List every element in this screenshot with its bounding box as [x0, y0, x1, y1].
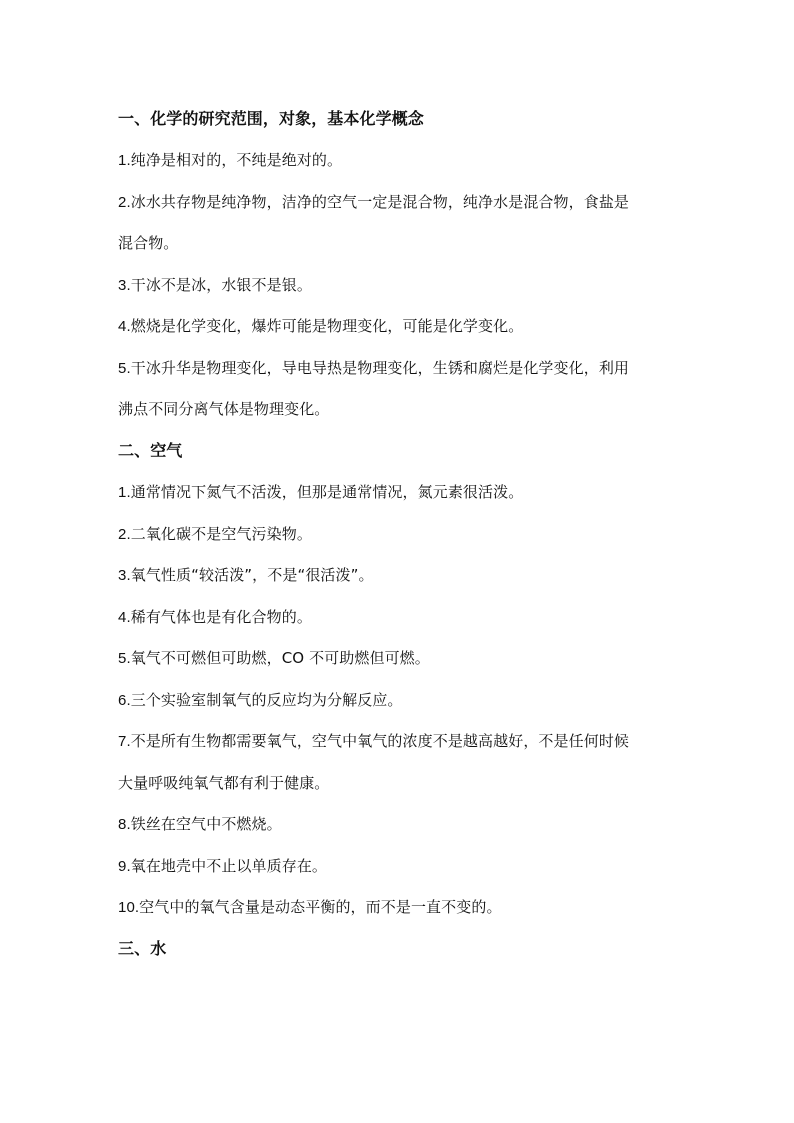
list-item [118, 275, 678, 296]
item-text: 三个实验室制氧气的反应均为分解反应。 [130, 691, 403, 709]
list-item [118, 192, 678, 213]
item-text: 燃烧是化学变化，爆炸可能是物理变化，可能是化学变化。 [130, 317, 524, 335]
item-number: 7. [118, 733, 131, 750]
item-number: 9. [118, 858, 131, 875]
item-number: 1. [118, 152, 131, 169]
list-item [118, 607, 678, 628]
list-item [118, 150, 678, 171]
item-text: 干冰升华是物理变化，导电导热是物理变化，生锈和腐烂是化学变化，利用 [130, 359, 630, 377]
item-number: 2. [118, 194, 131, 211]
item-number: 1. [118, 484, 131, 501]
item-number: 8. [118, 816, 131, 833]
list-item [118, 897, 678, 918]
item-number: 5. [118, 360, 131, 377]
item-number: 4. [118, 609, 131, 626]
section-heading: 二、空气 [118, 441, 183, 460]
item-text: 二氧化碳不是空气污染物。 [130, 525, 312, 543]
list-item [118, 316, 678, 337]
list-item [118, 524, 678, 545]
list-item-continuation: 沸点不同分离气体是物理变化。 [118, 400, 330, 418]
item-number: 2. [118, 526, 131, 543]
list-item [118, 482, 678, 503]
section-heading: 三、水 [118, 939, 167, 958]
item-number: 5. [118, 650, 131, 667]
item-text: 铁丝在空气中不燃烧。 [130, 815, 282, 833]
item-text: 稀有气体也是有化合物的。 [130, 608, 312, 626]
list-item [118, 358, 678, 379]
item-number: 10. [118, 899, 140, 916]
item-number: 6. [118, 692, 131, 709]
item-text: 纯净是相对的，不纯是绝对的。 [130, 151, 343, 169]
section-heading: 一、化学的研究范围，对象，基本化学概念 [118, 109, 424, 128]
item-number: 3. [118, 277, 131, 294]
item-text: 氧在地壳中不止以单质存在。 [130, 857, 328, 875]
item-text: 不是所有生物都需要氧气，空气中氧气的浓度不是越高越好，不是任何时候 [130, 732, 630, 750]
item-text: 通常情况下氮气不活泼，但那是通常情况，氮元素很活泼。 [130, 483, 524, 501]
list-item [118, 731, 678, 752]
list-item [118, 856, 678, 877]
list-item [118, 690, 678, 711]
list-item [118, 648, 678, 669]
item-text: 氧气性质“较活泼”，不是“很活泼”。 [130, 566, 374, 584]
item-text: 氧气不可燃但可助燃，CO 不可助燃但可燃。 [130, 649, 430, 667]
list-item-continuation: 大量呼吸纯氧气都有利于健康。 [118, 774, 330, 792]
item-text: 干冰不是冰，水银不是银。 [130, 276, 312, 294]
list-item [118, 814, 678, 835]
item-text: 冰水共存物是纯净物，洁净的空气一定是混合物，纯净水是混合物，食盐是 [130, 193, 630, 211]
item-number: 3. [118, 567, 131, 584]
item-text: 空气中的氧气含量是动态平衡的，而不是一直不变的。 [139, 898, 502, 916]
item-number: 4. [118, 318, 131, 335]
list-item [118, 565, 678, 586]
document-page [118, 0, 678, 1123]
list-item-continuation: 混合物。 [118, 234, 179, 252]
